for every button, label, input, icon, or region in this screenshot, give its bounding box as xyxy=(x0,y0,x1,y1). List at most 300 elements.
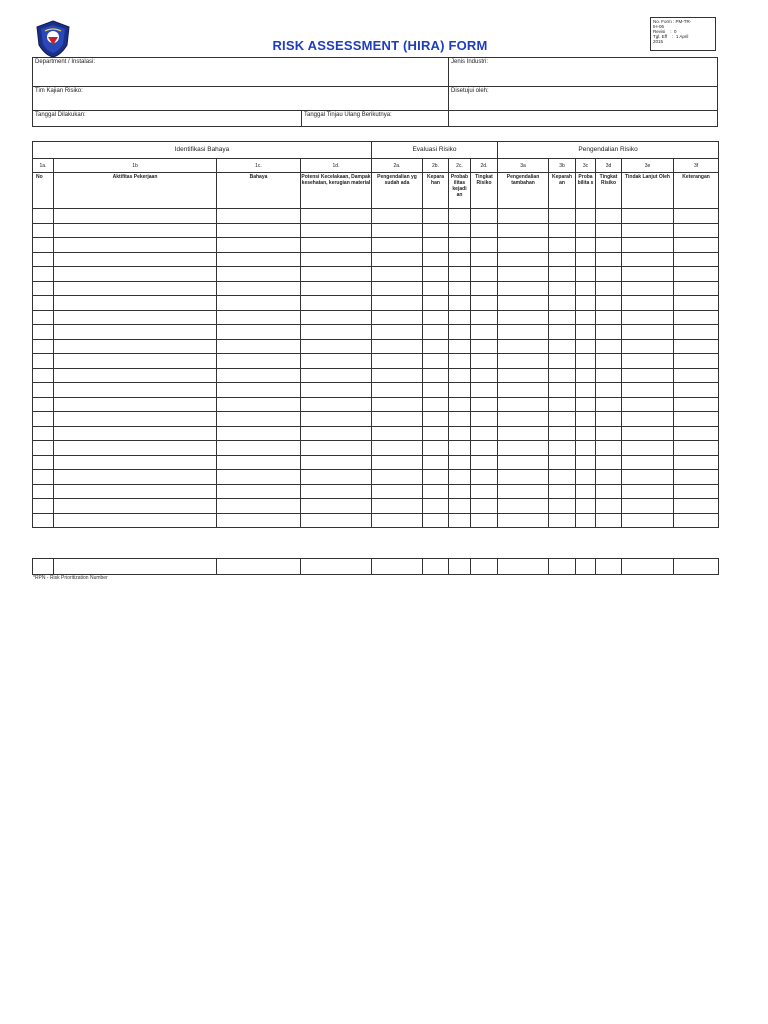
table-cell[interactable] xyxy=(217,455,301,470)
table-cell[interactable] xyxy=(301,368,372,383)
table-cell[interactable] xyxy=(471,252,498,267)
table-cell[interactable] xyxy=(549,455,576,470)
table-cell[interactable] xyxy=(372,209,423,224)
table-cell[interactable] xyxy=(576,499,596,514)
table-cell[interactable] xyxy=(33,499,54,514)
table-cell[interactable] xyxy=(549,267,576,282)
table-cell[interactable] xyxy=(622,296,674,311)
table-cell[interactable] xyxy=(549,368,576,383)
table-cell[interactable] xyxy=(33,383,54,398)
table-cell[interactable] xyxy=(549,238,576,253)
table-cell[interactable] xyxy=(217,513,301,528)
table-cell[interactable] xyxy=(576,397,596,412)
table-cell[interactable] xyxy=(674,325,719,340)
table-cell[interactable] xyxy=(301,296,372,311)
table-cell[interactable] xyxy=(217,310,301,325)
table-cell[interactable] xyxy=(54,470,217,485)
table-cell[interactable] xyxy=(217,339,301,354)
table-cell[interactable] xyxy=(301,339,372,354)
table-cell[interactable] xyxy=(498,499,549,514)
table-cell[interactable] xyxy=(33,513,54,528)
summary-cell[interactable] xyxy=(301,559,372,575)
table-cell[interactable] xyxy=(596,354,622,369)
table-cell[interactable] xyxy=(471,223,498,238)
table-cell[interactable] xyxy=(449,310,471,325)
table-cell[interactable] xyxy=(576,455,596,470)
table-cell[interactable] xyxy=(372,383,423,398)
table-cell[interactable] xyxy=(498,339,549,354)
table-cell[interactable] xyxy=(33,484,54,499)
table-cell[interactable] xyxy=(217,223,301,238)
table-cell[interactable] xyxy=(498,209,549,224)
table-cell[interactable] xyxy=(372,441,423,456)
table-cell[interactable] xyxy=(674,513,719,528)
table-cell[interactable] xyxy=(372,484,423,499)
table-cell[interactable] xyxy=(372,513,423,528)
summary-cell[interactable] xyxy=(471,559,498,575)
table-cell[interactable] xyxy=(576,339,596,354)
table-cell[interactable] xyxy=(217,325,301,340)
table-cell[interactable] xyxy=(622,499,674,514)
table-cell[interactable] xyxy=(217,238,301,253)
summary-cell[interactable] xyxy=(54,559,217,575)
table-cell[interactable] xyxy=(423,499,449,514)
table-cell[interactable] xyxy=(549,310,576,325)
table-cell[interactable] xyxy=(372,339,423,354)
table-cell[interactable] xyxy=(596,513,622,528)
table-cell[interactable] xyxy=(576,383,596,398)
table-cell[interactable] xyxy=(622,513,674,528)
table-cell[interactable] xyxy=(498,455,549,470)
table-cell[interactable] xyxy=(33,455,54,470)
table-cell[interactable] xyxy=(596,281,622,296)
table-cell[interactable] xyxy=(622,281,674,296)
table-cell[interactable] xyxy=(54,281,217,296)
table-cell[interactable] xyxy=(217,209,301,224)
table-cell[interactable] xyxy=(596,296,622,311)
table-cell[interactable] xyxy=(674,267,719,282)
table-cell[interactable] xyxy=(498,325,549,340)
table-cell[interactable] xyxy=(596,383,622,398)
table-cell[interactable] xyxy=(471,484,498,499)
table-cell[interactable] xyxy=(423,455,449,470)
table-cell[interactable] xyxy=(471,209,498,224)
table-cell[interactable] xyxy=(596,426,622,441)
table-cell[interactable] xyxy=(301,267,372,282)
table-cell[interactable] xyxy=(217,354,301,369)
tim-kajian-field[interactable] xyxy=(33,87,448,110)
table-cell[interactable] xyxy=(498,310,549,325)
table-cell[interactable] xyxy=(596,484,622,499)
table-cell[interactable] xyxy=(549,397,576,412)
table-cell[interactable] xyxy=(549,499,576,514)
table-cell[interactable] xyxy=(549,412,576,427)
table-cell[interactable] xyxy=(301,441,372,456)
table-cell[interactable] xyxy=(498,412,549,427)
table-cell[interactable] xyxy=(471,368,498,383)
table-cell[interactable] xyxy=(372,368,423,383)
table-cell[interactable] xyxy=(471,281,498,296)
table-cell[interactable] xyxy=(217,397,301,412)
table-cell[interactable] xyxy=(449,209,471,224)
table-cell[interactable] xyxy=(423,470,449,485)
table-cell[interactable] xyxy=(372,470,423,485)
table-cell[interactable] xyxy=(498,223,549,238)
table-cell[interactable] xyxy=(54,325,217,340)
table-cell[interactable] xyxy=(33,310,54,325)
table-cell[interactable] xyxy=(498,484,549,499)
table-cell[interactable] xyxy=(622,426,674,441)
table-cell[interactable] xyxy=(596,252,622,267)
table-cell[interactable] xyxy=(54,412,217,427)
table-cell[interactable] xyxy=(498,397,549,412)
table-cell[interactable] xyxy=(423,339,449,354)
table-cell[interactable] xyxy=(498,470,549,485)
summary-cell[interactable] xyxy=(498,559,549,575)
table-cell[interactable] xyxy=(301,455,372,470)
table-cell[interactable] xyxy=(471,499,498,514)
table-cell[interactable] xyxy=(449,368,471,383)
table-cell[interactable] xyxy=(301,252,372,267)
table-cell[interactable] xyxy=(54,354,217,369)
table-cell[interactable] xyxy=(54,455,217,470)
table-cell[interactable] xyxy=(54,223,217,238)
table-cell[interactable] xyxy=(449,267,471,282)
table-cell[interactable] xyxy=(54,383,217,398)
table-cell[interactable] xyxy=(471,397,498,412)
table-cell[interactable] xyxy=(449,252,471,267)
table-cell[interactable] xyxy=(674,209,719,224)
table-cell[interactable] xyxy=(423,484,449,499)
table-cell[interactable] xyxy=(596,325,622,340)
table-cell[interactable] xyxy=(622,470,674,485)
table-cell[interactable] xyxy=(596,339,622,354)
tanggal-dilakukan-field[interactable] xyxy=(33,111,301,127)
table-cell[interactable] xyxy=(549,209,576,224)
table-cell[interactable] xyxy=(54,484,217,499)
table-cell[interactable] xyxy=(498,426,549,441)
table-cell[interactable] xyxy=(622,252,674,267)
table-cell[interactable] xyxy=(622,267,674,282)
table-cell[interactable] xyxy=(33,397,54,412)
table-cell[interactable] xyxy=(301,513,372,528)
table-cell[interactable] xyxy=(372,354,423,369)
table-cell[interactable] xyxy=(549,383,576,398)
table-cell[interactable] xyxy=(596,397,622,412)
table-cell[interactable] xyxy=(33,470,54,485)
table-cell[interactable] xyxy=(576,267,596,282)
table-cell[interactable] xyxy=(622,441,674,456)
table-cell[interactable] xyxy=(596,223,622,238)
table-cell[interactable] xyxy=(217,296,301,311)
table-cell[interactable] xyxy=(449,426,471,441)
table-cell[interactable] xyxy=(449,470,471,485)
table-cell[interactable] xyxy=(33,325,54,340)
table-cell[interactable] xyxy=(217,383,301,398)
table-cell[interactable] xyxy=(674,455,719,470)
table-cell[interactable] xyxy=(372,281,423,296)
table-cell[interactable] xyxy=(217,281,301,296)
summary-cell[interactable] xyxy=(549,559,576,575)
table-cell[interactable] xyxy=(622,209,674,224)
summary-cell[interactable] xyxy=(372,559,423,575)
table-cell[interactable] xyxy=(54,296,217,311)
table-cell[interactable] xyxy=(622,484,674,499)
disetujui-field[interactable] xyxy=(449,87,717,110)
jenis-industri-field[interactable] xyxy=(449,58,717,86)
table-cell[interactable] xyxy=(449,484,471,499)
table-cell[interactable] xyxy=(674,397,719,412)
table-cell[interactable] xyxy=(576,513,596,528)
table-cell[interactable] xyxy=(596,368,622,383)
table-cell[interactable] xyxy=(471,513,498,528)
department-field[interactable] xyxy=(33,58,448,86)
table-cell[interactable] xyxy=(423,209,449,224)
table-cell[interactable] xyxy=(471,426,498,441)
table-cell[interactable] xyxy=(33,223,54,238)
table-cell[interactable] xyxy=(576,252,596,267)
table-cell[interactable] xyxy=(596,499,622,514)
table-cell[interactable] xyxy=(449,238,471,253)
table-cell[interactable] xyxy=(471,325,498,340)
table-cell[interactable] xyxy=(217,441,301,456)
table-cell[interactable] xyxy=(498,513,549,528)
table-cell[interactable] xyxy=(301,354,372,369)
table-cell[interactable] xyxy=(33,368,54,383)
table-cell[interactable] xyxy=(217,470,301,485)
table-cell[interactable] xyxy=(33,209,54,224)
table-cell[interactable] xyxy=(596,238,622,253)
table-cell[interactable] xyxy=(423,310,449,325)
table-cell[interactable] xyxy=(449,296,471,311)
table-cell[interactable] xyxy=(217,368,301,383)
table-cell[interactable] xyxy=(596,310,622,325)
table-cell[interactable] xyxy=(498,383,549,398)
table-cell[interactable] xyxy=(423,296,449,311)
table-cell[interactable] xyxy=(596,267,622,282)
table-cell[interactable] xyxy=(54,397,217,412)
table-cell[interactable] xyxy=(301,325,372,340)
table-cell[interactable] xyxy=(674,252,719,267)
table-cell[interactable] xyxy=(549,281,576,296)
summary-cell[interactable] xyxy=(622,559,674,575)
table-cell[interactable] xyxy=(449,354,471,369)
table-cell[interactable] xyxy=(301,397,372,412)
summary-cell[interactable] xyxy=(423,559,449,575)
table-cell[interactable] xyxy=(498,296,549,311)
table-cell[interactable] xyxy=(372,238,423,253)
table-cell[interactable] xyxy=(596,455,622,470)
table-cell[interactable] xyxy=(549,441,576,456)
table-cell[interactable] xyxy=(372,223,423,238)
table-cell[interactable] xyxy=(449,455,471,470)
table-cell[interactable] xyxy=(301,426,372,441)
table-cell[interactable] xyxy=(372,310,423,325)
table-cell[interactable] xyxy=(471,455,498,470)
table-cell[interactable] xyxy=(217,426,301,441)
table-cell[interactable] xyxy=(423,325,449,340)
table-cell[interactable] xyxy=(622,325,674,340)
table-cell[interactable] xyxy=(596,470,622,485)
table-cell[interactable] xyxy=(217,499,301,514)
table-cell[interactable] xyxy=(498,368,549,383)
table-cell[interactable] xyxy=(423,412,449,427)
table-cell[interactable] xyxy=(372,267,423,282)
table-cell[interactable] xyxy=(549,339,576,354)
table-cell[interactable] xyxy=(372,412,423,427)
table-cell[interactable] xyxy=(449,383,471,398)
table-cell[interactable] xyxy=(217,267,301,282)
table-cell[interactable] xyxy=(301,499,372,514)
table-cell[interactable] xyxy=(674,484,719,499)
table-cell[interactable] xyxy=(54,267,217,282)
table-cell[interactable] xyxy=(301,484,372,499)
table-cell[interactable] xyxy=(33,441,54,456)
summary-cell[interactable] xyxy=(449,559,471,575)
table-cell[interactable] xyxy=(549,513,576,528)
table-cell[interactable] xyxy=(33,339,54,354)
table-cell[interactable] xyxy=(301,281,372,296)
table-cell[interactable] xyxy=(301,412,372,427)
table-cell[interactable] xyxy=(498,281,549,296)
table-cell[interactable] xyxy=(596,412,622,427)
table-cell[interactable] xyxy=(549,296,576,311)
table-cell[interactable] xyxy=(576,412,596,427)
table-cell[interactable] xyxy=(54,513,217,528)
table-cell[interactable] xyxy=(33,267,54,282)
table-cell[interactable] xyxy=(549,223,576,238)
table-cell[interactable] xyxy=(576,470,596,485)
table-cell[interactable] xyxy=(674,499,719,514)
table-cell[interactable] xyxy=(576,354,596,369)
table-cell[interactable] xyxy=(301,383,372,398)
table-cell[interactable] xyxy=(622,397,674,412)
table-cell[interactable] xyxy=(449,412,471,427)
table-cell[interactable] xyxy=(423,252,449,267)
table-cell[interactable] xyxy=(33,252,54,267)
table-cell[interactable] xyxy=(423,397,449,412)
table-cell[interactable] xyxy=(372,455,423,470)
table-cell[interactable] xyxy=(301,209,372,224)
table-cell[interactable] xyxy=(54,310,217,325)
table-cell[interactable] xyxy=(596,441,622,456)
table-cell[interactable] xyxy=(622,383,674,398)
table-cell[interactable] xyxy=(54,252,217,267)
table-cell[interactable] xyxy=(33,354,54,369)
table-cell[interactable] xyxy=(622,339,674,354)
tanggal-tinjau-field[interactable] xyxy=(302,111,448,127)
table-cell[interactable] xyxy=(449,339,471,354)
table-cell[interactable] xyxy=(498,267,549,282)
table-cell[interactable] xyxy=(622,368,674,383)
table-cell[interactable] xyxy=(423,383,449,398)
table-cell[interactable] xyxy=(576,325,596,340)
table-cell[interactable] xyxy=(498,238,549,253)
table-cell[interactable] xyxy=(449,513,471,528)
table-cell[interactable] xyxy=(449,499,471,514)
table-cell[interactable] xyxy=(471,412,498,427)
table-cell[interactable] xyxy=(674,470,719,485)
table-cell[interactable] xyxy=(423,368,449,383)
table-cell[interactable] xyxy=(576,209,596,224)
table-cell[interactable] xyxy=(674,426,719,441)
table-cell[interactable] xyxy=(301,238,372,253)
table-cell[interactable] xyxy=(301,310,372,325)
table-cell[interactable] xyxy=(54,339,217,354)
table-cell[interactable] xyxy=(674,354,719,369)
table-cell[interactable] xyxy=(217,484,301,499)
table-cell[interactable] xyxy=(423,223,449,238)
table-cell[interactable] xyxy=(372,499,423,514)
table-cell[interactable] xyxy=(33,426,54,441)
table-cell[interactable] xyxy=(449,281,471,296)
table-cell[interactable] xyxy=(372,296,423,311)
table-cell[interactable] xyxy=(54,238,217,253)
table-cell[interactable] xyxy=(301,223,372,238)
table-cell[interactable] xyxy=(576,426,596,441)
table-cell[interactable] xyxy=(423,281,449,296)
table-cell[interactable] xyxy=(549,252,576,267)
table-cell[interactable] xyxy=(33,412,54,427)
table-cell[interactable] xyxy=(674,441,719,456)
table-cell[interactable] xyxy=(471,383,498,398)
table-cell[interactable] xyxy=(471,238,498,253)
table-cell[interactable] xyxy=(372,325,423,340)
table-cell[interactable] xyxy=(372,426,423,441)
table-cell[interactable] xyxy=(622,455,674,470)
table-cell[interactable] xyxy=(576,281,596,296)
table-cell[interactable] xyxy=(54,426,217,441)
table-cell[interactable] xyxy=(576,296,596,311)
table-cell[interactable] xyxy=(217,252,301,267)
table-cell[interactable] xyxy=(596,209,622,224)
table-cell[interactable] xyxy=(498,441,549,456)
table-cell[interactable] xyxy=(674,339,719,354)
table-cell[interactable] xyxy=(471,339,498,354)
summary-cell[interactable] xyxy=(33,559,54,575)
table-cell[interactable] xyxy=(54,209,217,224)
table-cell[interactable] xyxy=(33,296,54,311)
table-cell[interactable] xyxy=(449,325,471,340)
table-cell[interactable] xyxy=(54,368,217,383)
table-cell[interactable] xyxy=(674,238,719,253)
table-cell[interactable] xyxy=(674,412,719,427)
table-cell[interactable] xyxy=(54,499,217,514)
table-cell[interactable] xyxy=(423,354,449,369)
table-cell[interactable] xyxy=(549,470,576,485)
table-cell[interactable] xyxy=(471,310,498,325)
table-cell[interactable] xyxy=(674,296,719,311)
table-cell[interactable] xyxy=(423,426,449,441)
table-cell[interactable] xyxy=(622,354,674,369)
table-cell[interactable] xyxy=(423,267,449,282)
table-cell[interactable] xyxy=(449,397,471,412)
table-cell[interactable] xyxy=(471,267,498,282)
table-cell[interactable] xyxy=(217,412,301,427)
summary-cell[interactable] xyxy=(217,559,301,575)
table-cell[interactable] xyxy=(576,238,596,253)
table-cell[interactable] xyxy=(372,397,423,412)
summary-cell[interactable] xyxy=(596,559,622,575)
table-cell[interactable] xyxy=(423,238,449,253)
table-cell[interactable] xyxy=(674,310,719,325)
table-cell[interactable] xyxy=(549,354,576,369)
table-cell[interactable] xyxy=(576,223,596,238)
table-cell[interactable] xyxy=(549,484,576,499)
table-cell[interactable] xyxy=(622,223,674,238)
table-cell[interactable] xyxy=(622,310,674,325)
table-cell[interactable] xyxy=(576,368,596,383)
